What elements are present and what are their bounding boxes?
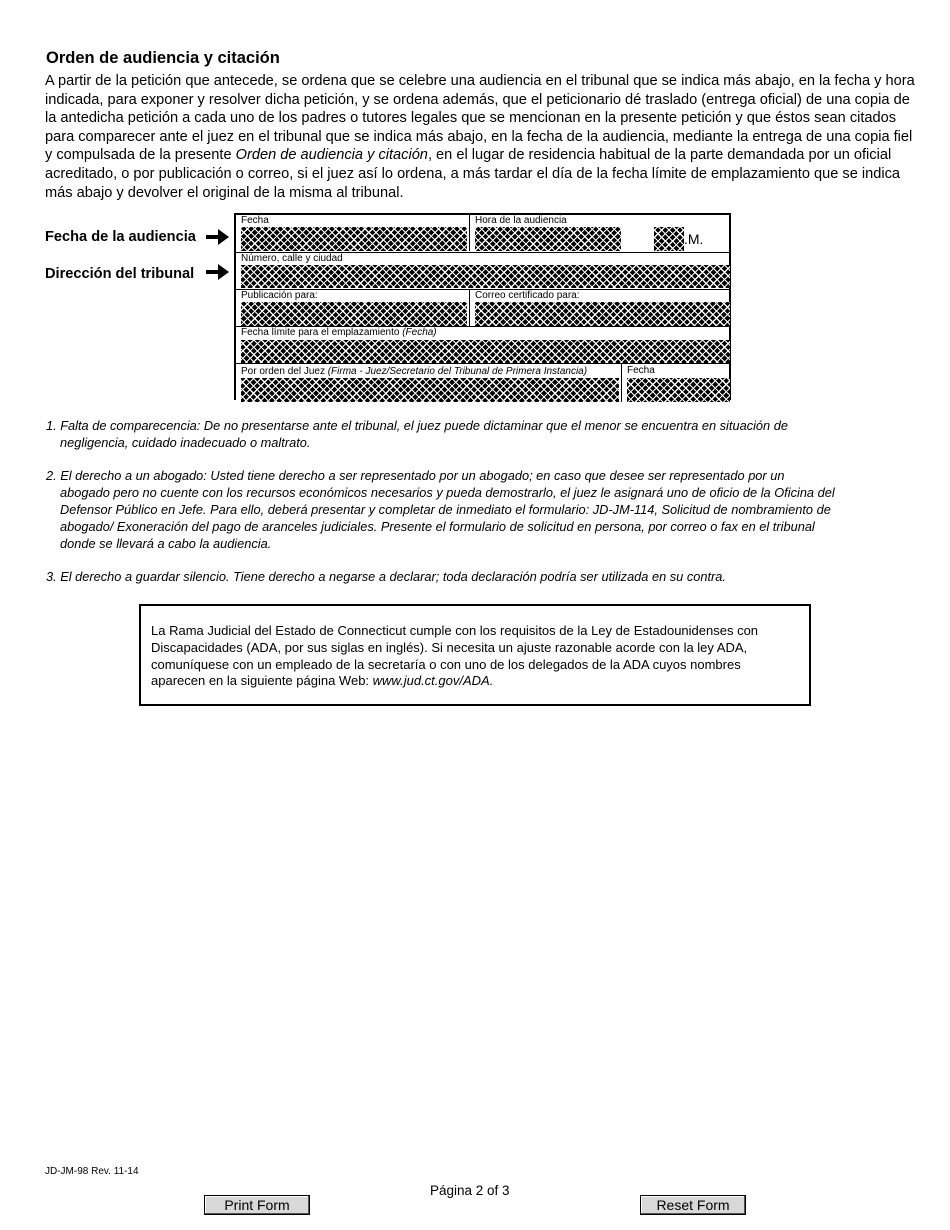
ada-notice-box xyxy=(139,604,811,706)
certified-mail-field[interactable] xyxy=(475,302,730,326)
intro-text-1: A partir de la petición que antecede, se ordena que se celebre una audiencia en el tribunal que se indica más abajo, en la fecha y hora indicada, para exponer y resolver dicha petición, y se ordena además, que el peticionario dé traslado (entrega oficial) de una copia de la antedicha petición a cada uno de los padres o tutores legales que se mencionan en la presente petición y que éstos sean citados para comparecer ante el juez en el tribunal que se indica más abajo, en la fecha de la audiencia, mediante la entrega de una copia fiel y compulsada de la presente xyxy=(45,73,915,164)
court-address-field[interactable] xyxy=(241,265,730,288)
am-pm-field[interactable] xyxy=(654,227,684,251)
publication-label: Publicación para: xyxy=(241,290,318,301)
court-address-label: Dirección del tribunal xyxy=(45,266,195,282)
ada-link: www.jud.ct.gov/ADA. xyxy=(372,673,494,689)
form-number: JD-JM-98 Rev. 11-14 xyxy=(45,1166,139,1177)
note-2: 2. El derecho a un abogado: Usted tiene derecho a ser representado por un abogado; en caso que desee ser representado por un abogado pero no cuente con los recursos económicos necesarios y pueda demostrarlo, el juez le asignará uno de oficio de la Oficina del Defensor Público en Jefe. Para ello, deberá presentar y completar de inmediato el formulario: JD-JM-114, Solicitud de nombramiento de abogado/ Exoneración del pago de aranceles judiciales. Presente el formulario de solicitud en persona, por correo o fax en el tribunal donde se llevará a cabo la audiencia. xyxy=(46,468,835,551)
sign-date-field[interactable] xyxy=(627,378,730,402)
intro-paragraph xyxy=(45,72,915,202)
hearing-form xyxy=(234,213,731,400)
time-label: Hora de la audiencia xyxy=(475,215,567,226)
hearing-time-field[interactable] xyxy=(475,227,621,251)
order-label: Por orden del Juez (Firma - Juez/Secretario del Tribunal de Primera Instancia) xyxy=(241,366,588,377)
deadline-label: Fecha límite para el emplazamiento (Fecha) xyxy=(241,327,437,338)
hearing-date-label: Fecha de la audiencia xyxy=(45,229,196,245)
hearing-date-field[interactable] xyxy=(241,227,467,251)
intro-text-italic: Orden de audiencia y citación xyxy=(235,147,428,164)
section-title: Orden de audiencia y citación xyxy=(46,49,280,67)
ada-notice-text: La Rama Judicial del Estado de Connecticut cumple con los requisitos de la Ley de Estadounidenses con Discapacidades (ADA, por sus siglas en inglés). Si necesita un ajuste razonable acorde con la ley ADA, comuníquese con un empleado de la secretaría o con uno de los delegados de la ADA cuyos nombres aparecen en la siguiente página Web: www.jud.ct.gov/ADA. xyxy=(151,623,759,689)
date-label: Fecha xyxy=(241,215,269,226)
publication-field[interactable] xyxy=(241,302,467,326)
reset-form-button[interactable]: Reset Form xyxy=(640,1195,746,1215)
address-label: Número, calle y ciudad xyxy=(241,253,343,264)
arrow-right-icon xyxy=(206,229,230,245)
note-3: 3. El derecho a guardar silencio. Tiene derecho a negarse a declarar; toda declaración podría ser utilizada en su contra. xyxy=(46,569,726,584)
certified-mail-label: Correo certificado para: xyxy=(475,290,580,301)
page-number: Página 2 of 3 xyxy=(430,1183,510,1198)
arrow-right-icon xyxy=(206,264,230,280)
print-form-button[interactable]: Print Form xyxy=(204,1195,310,1215)
judge-signature-field[interactable] xyxy=(241,378,619,402)
ampm-suffix: .M. xyxy=(684,231,704,247)
sign-date-label: Fecha xyxy=(627,365,655,376)
note-1: 1. Falta de comparecencia: De no presentarse ante el tribunal, el juez puede dictaminar que el menor se encuentra en situación de negligencia, cuidado inadecuado o maltrato. xyxy=(46,418,788,450)
intro-text-2: , en el lugar de residencia habitual de la parte demandada por un oficial acreditado, o por publicación o correo, si el juez así lo ordena, a más tardar el día de la fecha límite de emplazamiento que se indica más abajo y devolver el original de la misma al tribunal. xyxy=(45,147,901,201)
deadline-field[interactable] xyxy=(241,340,730,363)
